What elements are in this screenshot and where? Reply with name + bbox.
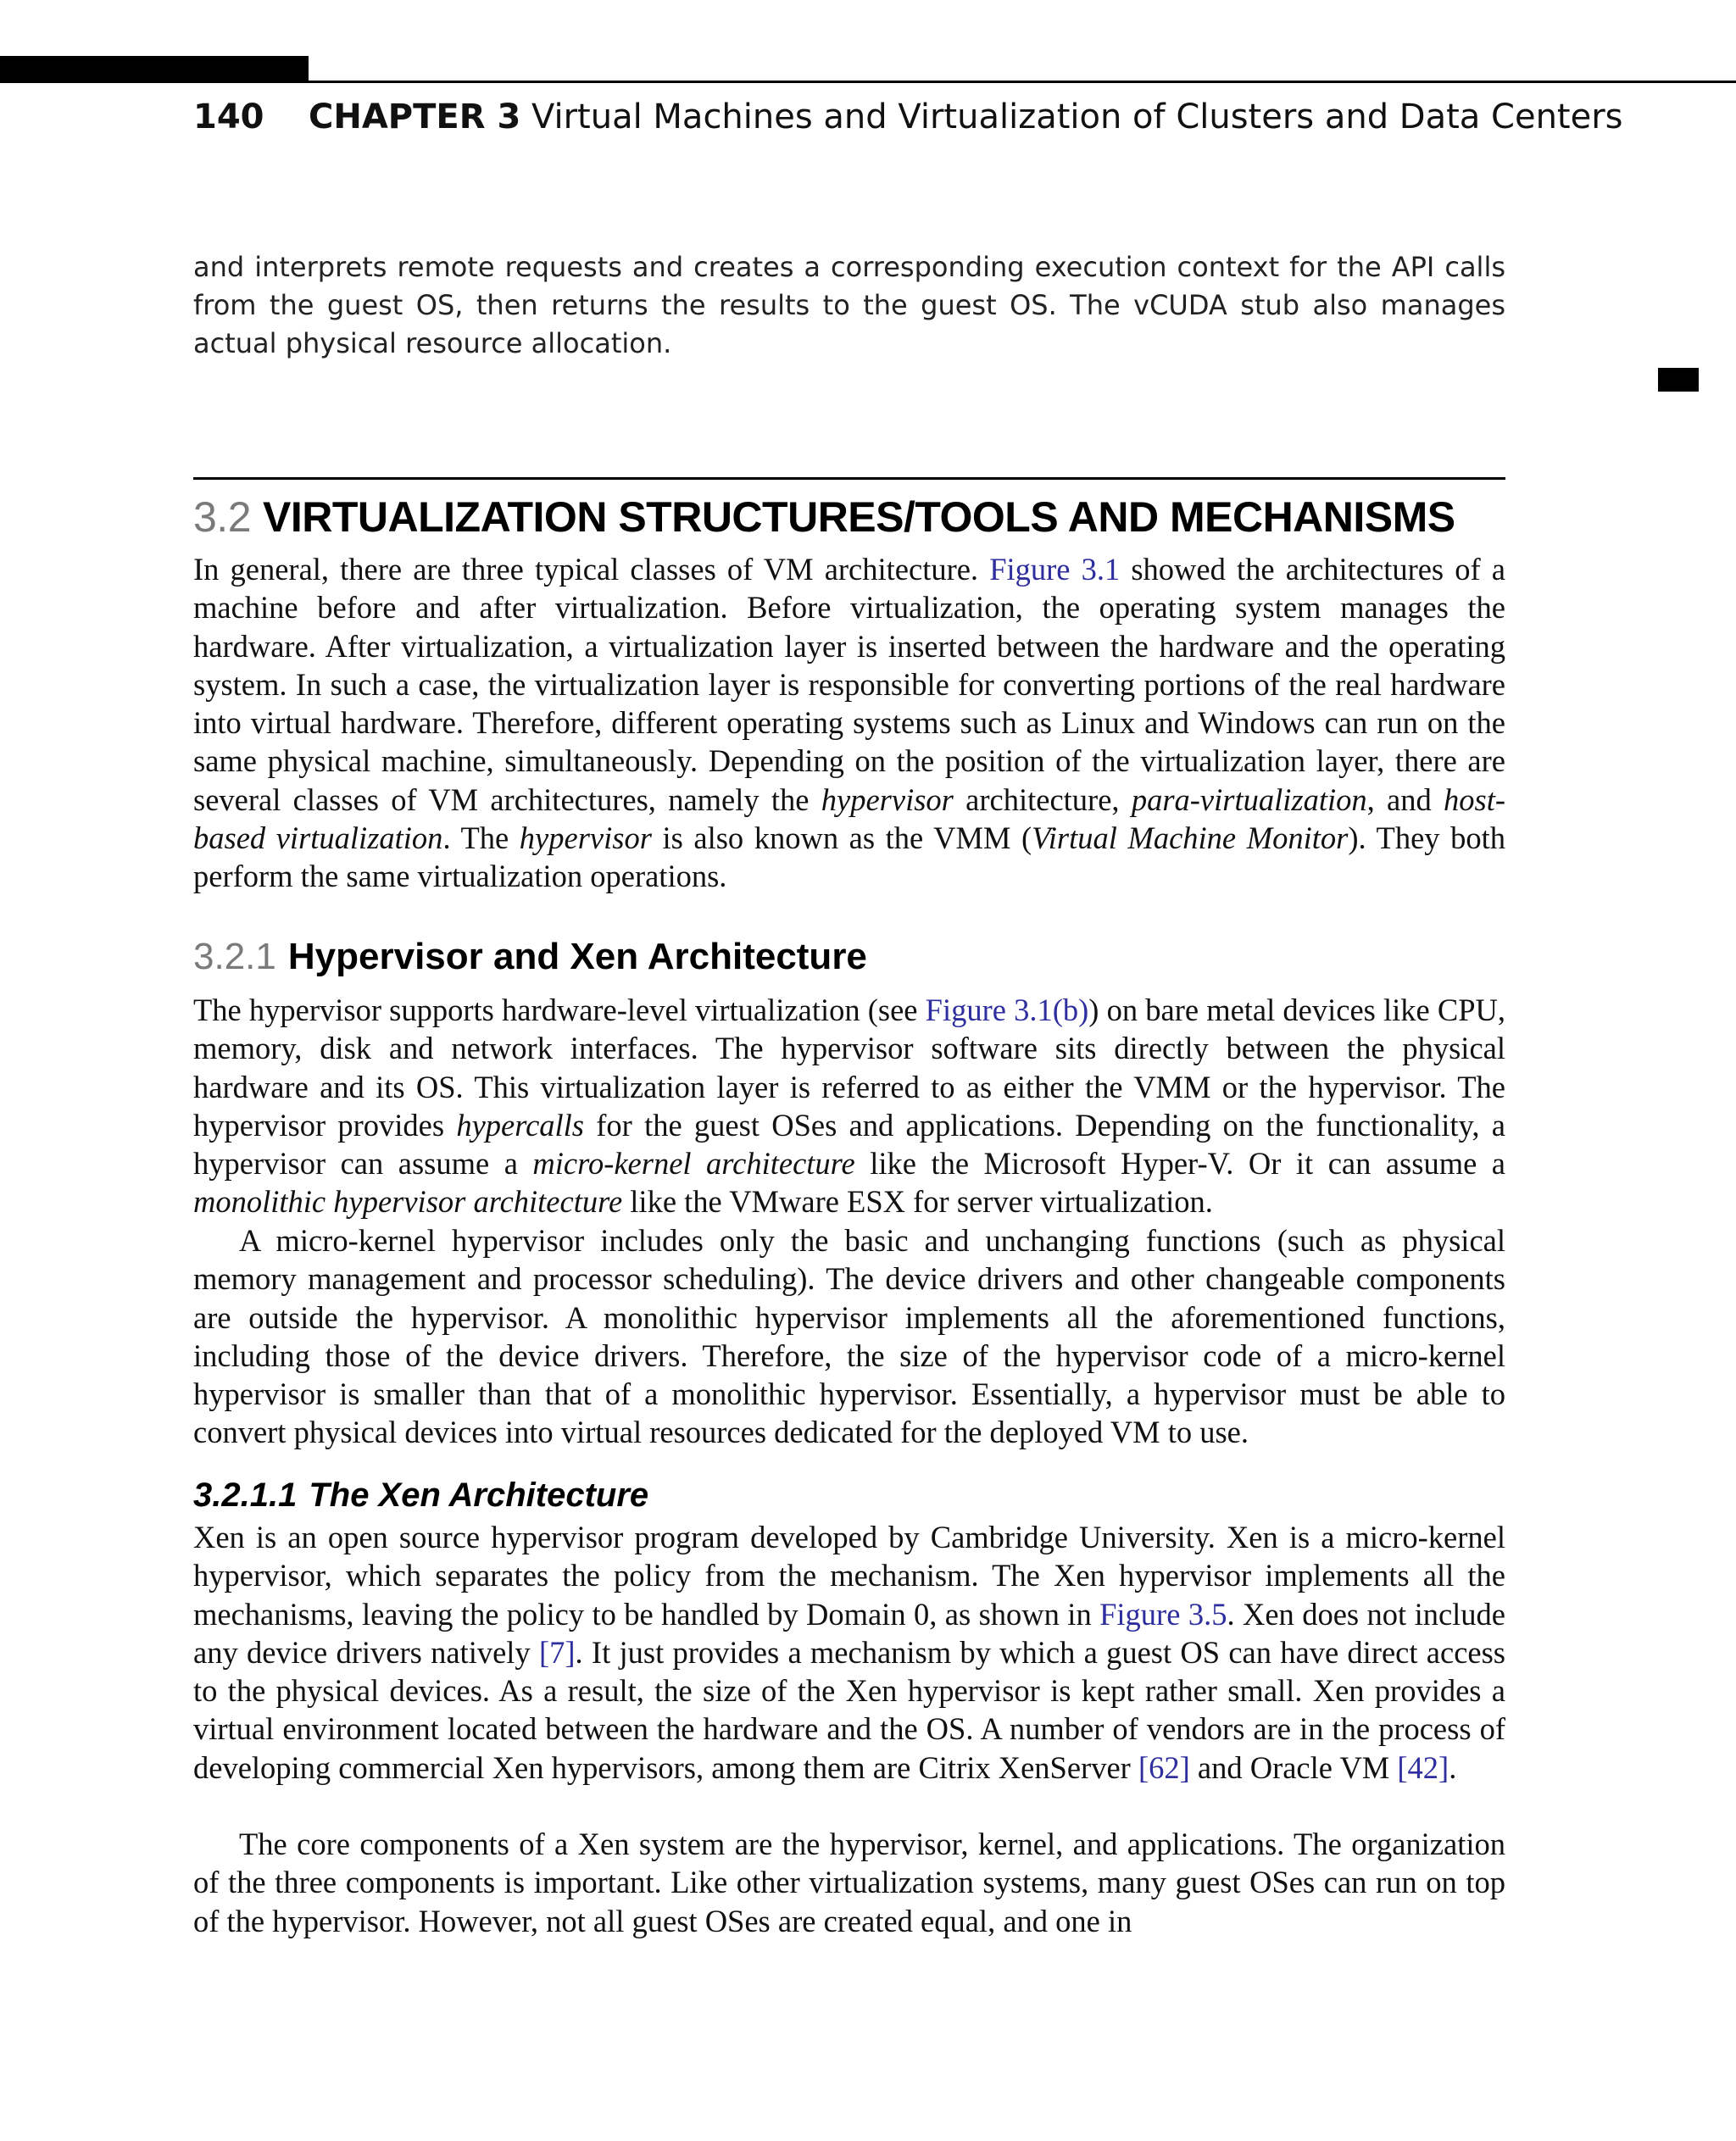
text-run: . — [1449, 1749, 1457, 1785]
subsection-number: 3.2.1 — [193, 936, 276, 977]
subsubsection-paragraph-2: The core components of a Xen system are the hypervisor, kernel, and applications. The organization of the three components is important. Like other virtualization systems, many guest OSes can run on top of the hypervisor. However, not all guest OSes are created equal, and one in — [193, 1827, 1505, 1938]
emphasis: hypervisor — [821, 781, 954, 817]
section-paragraph-1 — [193, 550, 1505, 896]
chapter-label: CHAPTER 3 — [309, 97, 521, 136]
subsection-paragraph-2: A micro-kernel hypervisor includes only the basic and unchanging functions (such as physical memory management and processor scheduling). The device drivers and other changeable components are outside the hypervisor. A monolithic hypervisor implements all the aforementioned functions, including those of the device drivers. Therefore, the size of the hypervisor code of a micro-kernel hypervisor is smaller than that of a monolithic hypervisor. Essentially, a hypervisor must be able to convert physical devices into virtual resources dedicated for the deployed VM to use. — [193, 1223, 1505, 1450]
text-run: is also known as the VMM ( — [651, 820, 1032, 856]
text-run: and Oracle VM — [1189, 1749, 1398, 1785]
figure-link-3-1b[interactable]: Figure 3.1(b) — [925, 993, 1089, 1027]
emphasis: Virtual Machine Monitor — [1032, 820, 1349, 856]
citation-link-7[interactable]: [7] — [538, 1634, 576, 1670]
emphasis: hypervisor — [519, 820, 652, 856]
emphasis: micro-kernel architecture — [532, 1146, 855, 1182]
text-run: like the Microsoft Hyper-V. Or it can assume a — [854, 1146, 1505, 1182]
text-run: . The — [442, 820, 520, 856]
subsection-paragraph-1 — [193, 991, 1505, 1221]
citation-link-62[interactable]: [62] — [1138, 1749, 1190, 1785]
chapter-title: Virtual Machines and Virtualization of Clusters and Data Centers — [531, 97, 1623, 136]
subsubsection-paragraph-1 — [193, 1518, 1505, 1787]
subsubsection-heading — [193, 1471, 648, 1520]
emphasis: monolithic hypervisor architecture — [193, 1184, 623, 1220]
emphasis: hypercalls — [456, 1107, 585, 1143]
emphasis: para-virtualization — [1131, 781, 1367, 817]
text-run: like the VMware ESX for server virtualization. — [622, 1184, 1213, 1220]
intro-paragraph: and interprets remote requests and creates a corresponding execution context for the API calls from the guest OS, then returns the results to the guest OS. The vCUDA stub also manages actual physical resource allocation. — [193, 251, 1505, 359]
section-heading — [193, 490, 1505, 544]
text-run: . It just provides a mechanism by which a guest OS can have direct access to the physical devices. As a result, the size of the Xen hypervisor is kept rather small. Xen provides a virtual environment located between the hardware and the OS. A number of vendors are in the process of developing commercial Xen hypervisors, among them are Citrix XenServer — [193, 1634, 1505, 1785]
subsubsection-number: 3.2.1.1 — [193, 1476, 298, 1514]
subsubsection-title: The Xen Architecture — [309, 1476, 649, 1514]
text-run: showed the architectures of a machine before and after virtualization. Before virtualization, the operating system manages the hardware. After virtualization, a virtualization layer is inserted between the hardware and the operating system. In such a case, the virtualization layer is responsible for converting portions of the real hardware into virtual hardware. Therefore, different operating systems such as Linux and Windows can run on the same physical machine, simultaneously. Depending on the position of the virtualization layer, there are several classes of VM architectures, namely the — [193, 552, 1505, 817]
text-run: architecture, — [953, 781, 1132, 817]
section-rule — [193, 477, 1505, 480]
end-of-box-marker — [1658, 368, 1699, 392]
text-run: In general, there are three typical classes of VM architecture. — [193, 552, 990, 587]
subsection-title: Hypervisor and Xen Architecture — [287, 936, 867, 977]
text-run: The hypervisor supports hardware-level virtualization (see — [193, 993, 926, 1027]
citation-link-42[interactable]: [42] — [1397, 1749, 1449, 1785]
section-title: VIRTUALIZATION STRUCTURES/TOOLS AND MECHANISMS — [263, 493, 1455, 541]
section-number: 3.2 — [193, 493, 252, 541]
text-run: for the guest OSes and applications. Depending on the functionality, a hypervisor can assume a — [193, 1107, 1505, 1182]
text-run: , and — [1366, 781, 1444, 817]
top-black-bar — [0, 56, 309, 83]
running-head — [193, 92, 1623, 142]
figure-link-3-1[interactable]: Figure 3.1 — [989, 552, 1121, 587]
text-run: ). They both perform the same virtualization operations. — [193, 820, 1506, 894]
page-number: 140 — [193, 97, 264, 136]
emphasis: host-based virtualization — [193, 781, 1506, 856]
subsection-heading — [193, 931, 867, 982]
text-run: . Xen does not include any device drivers natively — [193, 1596, 1506, 1670]
figure-link-3-5[interactable]: Figure 3.5 — [1099, 1596, 1227, 1632]
text-run: Xen is an open source hypervisor program developed by Cambridge University. Xen is a micro-kernel hypervisor, which separates the policy from the mechanism. The Xen hypervisor implements all the mechanisms, leaving the policy to be handled by Domain 0, as shown in — [193, 1520, 1505, 1632]
text-run: ) on bare metal devices like CPU, memory, disk and network interfaces. The hypervisor software sits directly between the physical hardware and its OS. This virtualization layer is referred to as either the VMM or the hypervisor. The hypervisor provides — [193, 993, 1506, 1143]
top-rule — [309, 81, 1736, 83]
